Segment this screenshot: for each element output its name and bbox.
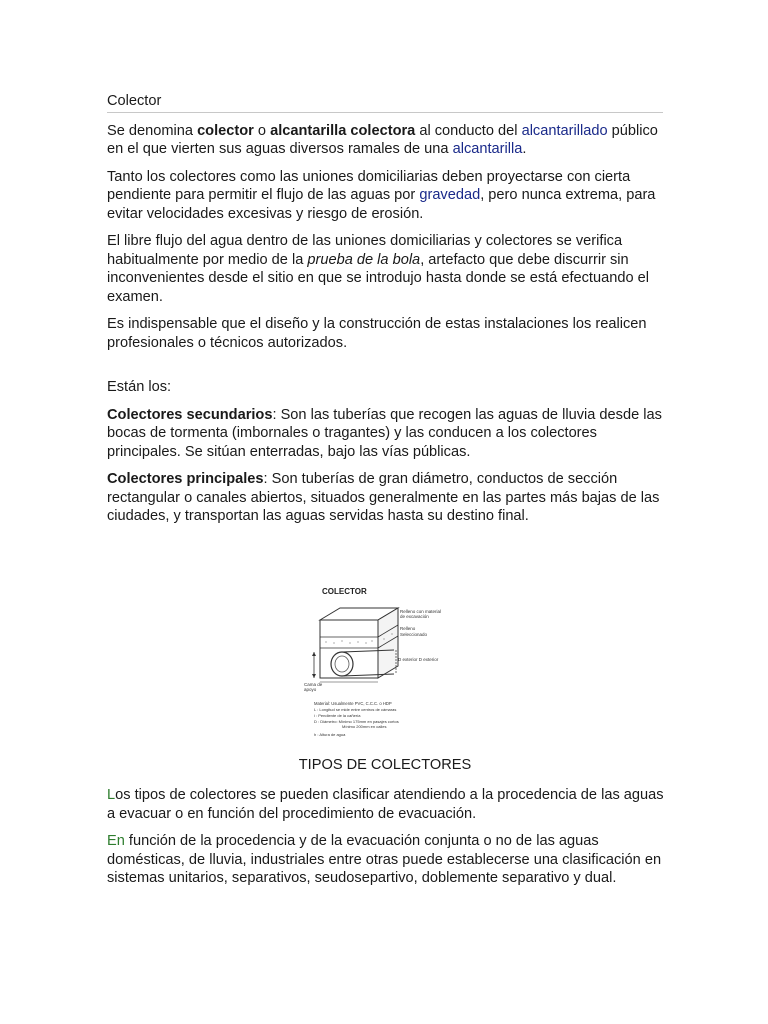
label-cama: Cama de [304,682,323,687]
label-diametro: D exterior D exterior [398,657,439,662]
svg-text:apoyo: apoyo [304,687,317,692]
page-title: Colector [107,92,663,113]
label-seleccionado: Seleccionado [400,632,428,637]
diagram-title: COLECTOR [322,587,367,596]
paragraph-clasificacion [107,832,667,888]
colector-diagram [302,582,462,748]
term-colector: colector [197,122,254,139]
term-alcantarilla-colectora: alcantarilla colectora [270,122,416,139]
text: Tanto los colectores como las uniones domiciliarias deben proyectarse con cierta pendiente para permitir el flujo de las aguas por [107,168,631,203]
paragraph-profesionales: Es indispensable que el diseño y la construcción de estas instalaciones los realicen profesionales o técnicos autorizados. [107,316,647,351]
text: , artefacto que debe discurrir sin inconvenientes desde el sitio en que se introdujo hasta donde se está efectuando el examen. [107,251,649,305]
legend-1: Material: Usualmente PVC, C.C.C. o HDP [314,701,392,706]
paragraph-secundarios [107,406,667,462]
text: público en el que vierten sus aguas diversos ramales de una [107,122,658,157]
svg-text:Mínimo 200mm en calles: Mínimo 200mm en calles [342,724,387,729]
text: , pero nunca extrema, para evitar velocidades excesivas y riesgo de erosión. [107,187,656,222]
text: . [522,141,527,157]
document-body-bottom [107,786,667,897]
legend-5: h : Altura de agua [314,732,346,737]
paragraph-principales [107,470,667,526]
term-secundarios: Colectores secundarios [107,406,273,423]
paragraph-definition [107,122,667,159]
link-gravedad[interactable]: gravedad [419,187,481,203]
drop-cap: L [107,787,116,803]
emphasis-prueba-bola: prueba de la bola [307,251,421,268]
term-principales: Colectores principales [107,471,264,487]
text: Se denomina [107,122,198,139]
figure-caption: TIPOS DE COLECTORES [298,757,472,773]
text: función de la procedencia y de la evacuación conjunta o no de las aguas domésticas, de lluvia, industriales entre otras puede establecerse una clasificación en sistemas unitarios, separativos, seudosepartivo, doblemente separativo y dual. [107,833,662,886]
text: o [253,122,271,139]
paragraph-tipos [107,786,667,823]
paragraph-estan-los: Están los: [107,379,172,395]
svg-text:de excavación: de excavación [400,614,429,619]
link-alcantarillado[interactable]: alcantarillado [521,122,608,139]
drop-cap: En [107,833,125,849]
paragraph-prueba-bola [107,232,667,306]
text: : Son tuberías de gran diámetro, conductos de sección rectangular o canales abiertos, situados generalmente en las partes más bajas de las ciudades, y transportan las aguas servidas hasta su destino final. [107,471,660,524]
label-relleno-material: Relleno con material [400,609,442,614]
legend-3: i : Pendiente de la cañería [314,713,361,718]
text: os tipos de colectores se pueden clasificar atendiendo a la procedencia de las aguas a evacuar o en función del procedimiento de evacuación. [107,787,664,822]
legend-2: L : Longitud se mide entre centros de cámaras [314,707,397,712]
text: : Son las tuberías que recogen las aguas de lluvia desde las bocas de tormenta (imbornales o tragantes) y las conducen a los colectores principales. Se sitúan enterradas, bajo las vías públicas. [107,406,662,460]
label-relleno: Relleno [400,626,416,631]
paragraph-pendiente [107,168,667,224]
text: al conducto del [415,122,522,139]
text: El libre flujo del agua dentro de las uniones domiciliarias y colectores se verifica habitualmente por medio de la [107,233,623,268]
legend-4: D : Diámetro: Mínimo 175mm en pasajes cortos [314,719,399,724]
trench-side-face [378,608,398,678]
document-body [107,92,667,535]
link-alcantarilla[interactable]: alcantarilla [452,141,523,157]
